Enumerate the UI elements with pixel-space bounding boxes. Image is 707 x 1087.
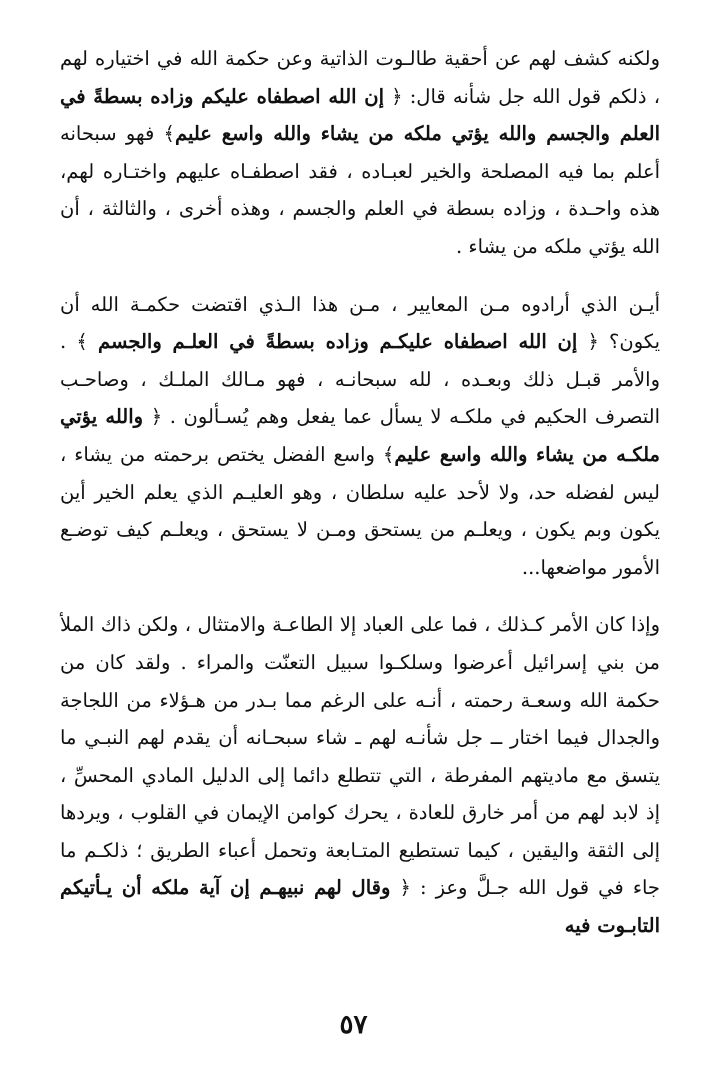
p2-ornate-bracket-open-1: ﴿ [577, 330, 599, 354]
p2-text-2: . والأمر قبـل ذلك وبعـده ، لله سبحانـه ، فهو مـالك الملـك ، وصاحـب التصرف الحكيم في ملكـه لا يسأل عما يفعل وهم يُسـألون . [60, 330, 661, 429]
p3-quran-verse: وقال لهم نبيهـم إن آية ملكه أن يـأتيكم التابـوت فيه [60, 876, 660, 938]
paragraph-3 [60, 606, 660, 944]
p2-ornate-bracket-close-1: ﴾ [76, 330, 98, 354]
p1-text-2: فهو سبحانه أعلم بما فيه المصلحة والخير لعبـاده ، فقد اصطفـاه عليهم واختـاره لهم، هذه واحـدة ، وزاده بسطة في العلم والجسم ، وهذه أخرى ، والثالثة ، أن الله يؤتي ملكه من يشاء . [60, 122, 660, 258]
p1-ornate-bracket-close: ﴾ [163, 122, 175, 146]
p2-quran-verse-1: إن الله اصطفاه عليكـم وزاده بسطةً في العلـم والجسم [98, 330, 578, 354]
paragraph-1 [60, 40, 660, 266]
p3-text-1: وإذا كان الأمر كـذلك ، فما على العباد إلا الطاعـة والامتثال ، ولكن ذاك الملأ من بني إسرائيل أعرضوا وسلكـوا سبيل التعنّت والمراء . ولقد كان من حكمة الله وسعـة رحمته ، أنـه على الرغم مما بـدر من هـؤلاء من اللجاجة والجدال فيما اختار ــ جل شأنـه لهم ـ شاء سبحـانه أن يقدم لهم النبـي ما يتسق مع ماديتهم المفرطة ، التي تتطلع دائما إلى الدليل المادي المحسِّ ، إذ لابد لهم من أمر خارق للعادة ، يحرك كوامن الإيمان في القلوب ، ويردها إلى الثقة واليقين ، كيما تستطيع المتـابعة وتحمل أعباء الطريق ؛ ذلكـم ما جاء في قول الله جـلَّ وعز : [60, 613, 660, 900]
p1-ornate-bracket-open: ﴿ [384, 84, 403, 108]
p1-quran-verse: إن الله اصطفاه عليكم وزاده بسطةً في العلم والجسم والله يؤتي ملكه من يشاء والله واسع عليم [60, 84, 660, 146]
p3-ornate-bracket-open: ﴿ [390, 876, 411, 900]
paragraph-2 [60, 286, 660, 587]
p2-ornate-bracket-close-2: ﴾ [382, 442, 395, 466]
p2-text-1: أيـن الذي أرادوه مـن المعايير ، مـن هذا الـذي اقتضت حكمـة الله أن يكون؟ [60, 292, 660, 354]
page-number: ٥٧ [339, 1010, 368, 1040]
page-text-body [60, 40, 660, 945]
p1-text-1: ولكنه كشف لهم عن أحقية طالـوت الذاتية وعن حكمة الله في اختياره لهم ، ذلكم قول الله جل شأنه قال: [60, 47, 660, 108]
p2-ornate-bracket-open-2: ﴿ [143, 405, 163, 429]
p2-quran-verse-2: والله يؤتي ملكـه من يشاء والله واسع عليم [60, 405, 660, 466]
p2-text-3: واسع الفضل يختص برحمته من يشاء ، ليس لفضله حد، ولا لأحد عليه سلطان ، وهو العليـم الذي يعلم الخير أين يكون وبم يكون ، ويعلـم من يستحق ومـن لا يستحق ، ويعلـم كيف توضـع الأمور مواضعها... [60, 442, 660, 579]
